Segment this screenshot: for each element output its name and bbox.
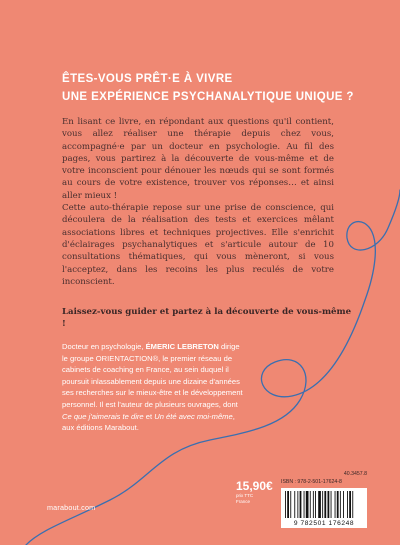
blurb xyxy=(62,116,334,288)
publisher-website: marabout.com xyxy=(47,503,96,512)
author-intro: Docteur en psychologie, xyxy=(62,342,146,351)
book-title-2: Un été avec moi-même xyxy=(154,411,233,421)
author-and: et xyxy=(143,411,155,421)
barcode xyxy=(281,488,367,528)
barcode-area xyxy=(281,470,367,528)
headline-line-1: ÊTES-VOUS PRÊT·E À VIVRE xyxy=(62,73,233,85)
author-bio xyxy=(62,341,246,434)
barcode-digits: 9 782501 176248 xyxy=(293,520,355,527)
reference-code: 40.3457.8 xyxy=(343,471,367,477)
headline-line-2: UNE EXPÉRIENCE PSYCHANALYTIQUE UNIQUE ? xyxy=(62,91,354,103)
book-title-1: Ce que j'aimerais te dire xyxy=(62,411,144,421)
price-block xyxy=(236,479,273,505)
price-note: prix TTC France xyxy=(236,493,254,504)
headline xyxy=(62,70,362,106)
price-amount: 15,90€ xyxy=(236,479,273,493)
blurb-paragraph-1: En lisant ce livre, en répondant aux questions qu'il contient, vous allez réaliser une thérapie depuis chez vous, accompagné·e par un docteur en psychologie. Au fil des pages, vous partirez à la découverte de vous-même et de votre inconscient pour dénouer les nœuds qui se sont formés au cours de votre existence, trouver vos réponses… et ainsi aller mieux ! xyxy=(62,117,334,201)
tagline: Laissez-vous guider et partez à la découverte de vous-même ! xyxy=(62,307,352,329)
author-publisher-note: , aux éditions Marabout. xyxy=(62,411,235,433)
author-bio-text: dirige le groupe ORIENTACTION®, le premier réseau de cabinets de coaching en France, au sein duquel il poursuit inlassablement depuis une dizaine d'années ses recherches sur le mieux-être et le développement personnel. Il est l'auteur de plusieurs ouvrages, dont xyxy=(62,342,243,409)
isbn-line: ISBN : 978-2-501-17624-8 xyxy=(281,479,342,485)
blurb-paragraph-2: Cette auto-thérapie repose sur une prise de conscience, qui découlera de la réalisation des tests et exercices mêlant associations libres et techniques projectives. Elle s'enrichit d'éclairages psychanalytiques et s'articule autour de 10 consultations thématiques, qui vous mèneront, si vous l'acceptez, dans les recoins les plus reculés de votre inconscient. xyxy=(62,203,334,287)
author-name: ÉMERIC LEBRETON xyxy=(145,342,219,351)
barcode-bars-icon xyxy=(285,491,363,518)
